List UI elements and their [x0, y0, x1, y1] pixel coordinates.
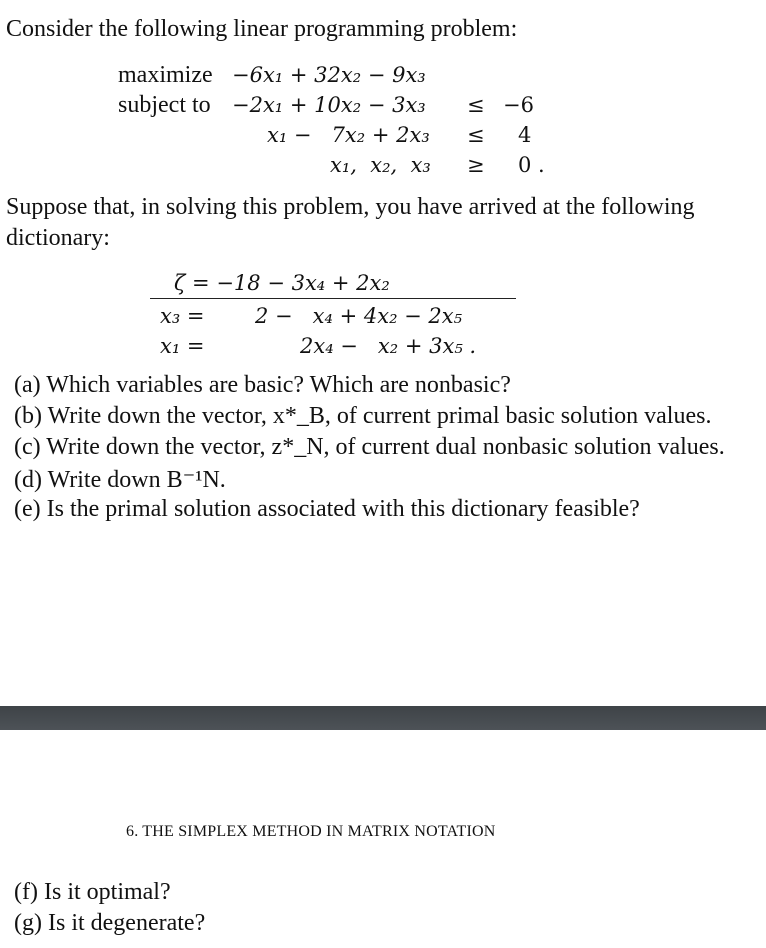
lp-objective-expression: −6x₁ + 32x₂ − 9x₃ [232, 63, 426, 87]
question-a [14, 372, 511, 399]
lp-nonnegativity-lhs: x₁, x₂, x₃ [330, 153, 431, 177]
dictionary-row-1-rhs: 2 − x₄ + 4x₂ − 2x₅ [255, 304, 463, 328]
question-c [14, 434, 725, 461]
dictionary-row-2-rhs: 2x₄ − x₂ + 3x₅ . [300, 334, 477, 358]
suppose-line-1: Suppose that, in solving this problem, you have arrived at the following [6, 194, 695, 220]
question-c-label: (c) [14, 434, 41, 460]
question-f-text: Is it optimal? [43, 879, 171, 905]
lp-nonnegativity-rhs: 0 . [518, 153, 545, 177]
question-d-text: Write down B⁻¹N. [47, 467, 226, 493]
question-e-text: Is the primal solution associated with this dictionary feasible? [46, 496, 640, 522]
question-a-text: Which variables are basic? Which are nonbasic? [46, 372, 511, 398]
lp-constraint-1-relation: ≤ [467, 93, 485, 117]
question-e [14, 496, 640, 523]
lp-constraint-1-rhs: −6 [503, 93, 534, 117]
question-d-label: (d) [14, 467, 42, 493]
question-e-label: (e) [14, 496, 41, 522]
suppose-line-2: dictionary: [6, 225, 110, 251]
question-g-text: Is it degenerate? [47, 910, 206, 936]
intro-text: Consider the following linear programming problem: [6, 16, 518, 42]
question-a-label: (a) [14, 372, 41, 398]
question-b [14, 403, 711, 430]
page-break-divider [0, 706, 766, 730]
dictionary-row-2-lhs: x₁ = [160, 334, 205, 358]
lp-constraint-2-rhs: 4 [518, 123, 532, 147]
question-g-label: (g) [14, 910, 42, 936]
lp-objective-label: maximize [118, 62, 213, 88]
question-f-label: (f) [14, 879, 38, 905]
question-f [14, 879, 171, 906]
lp-subject-to-label: subject to [118, 92, 211, 118]
question-b-text: Write down the vector, x*_B, of current primal basic solution values. [47, 403, 712, 429]
question-b-label: (b) [14, 403, 42, 429]
lp-constraint-2-relation: ≤ [467, 123, 485, 147]
dictionary-row-1-lhs: x₃ = [160, 304, 205, 328]
question-c-text: Write down the vector, z*_N, of current dual nonbasic solution values. [46, 434, 725, 460]
question-g [14, 910, 205, 937]
running-head: 6. THE SIMPLEX METHOD IN MATRIX NOTATION [126, 823, 496, 840]
lp-constraint-2-lhs: x₁ − 7x₂ + 2x₃ [267, 123, 430, 147]
dictionary-rule [150, 298, 516, 299]
lp-nonnegativity-relation: ≥ [467, 153, 485, 177]
dictionary-objective-row: ζ = −18 − 3x₄ + 2x₂ [174, 271, 390, 295]
lp-constraint-1-lhs: −2x₁ + 10x₂ − 3x₃ [232, 93, 426, 117]
question-d [14, 465, 226, 494]
